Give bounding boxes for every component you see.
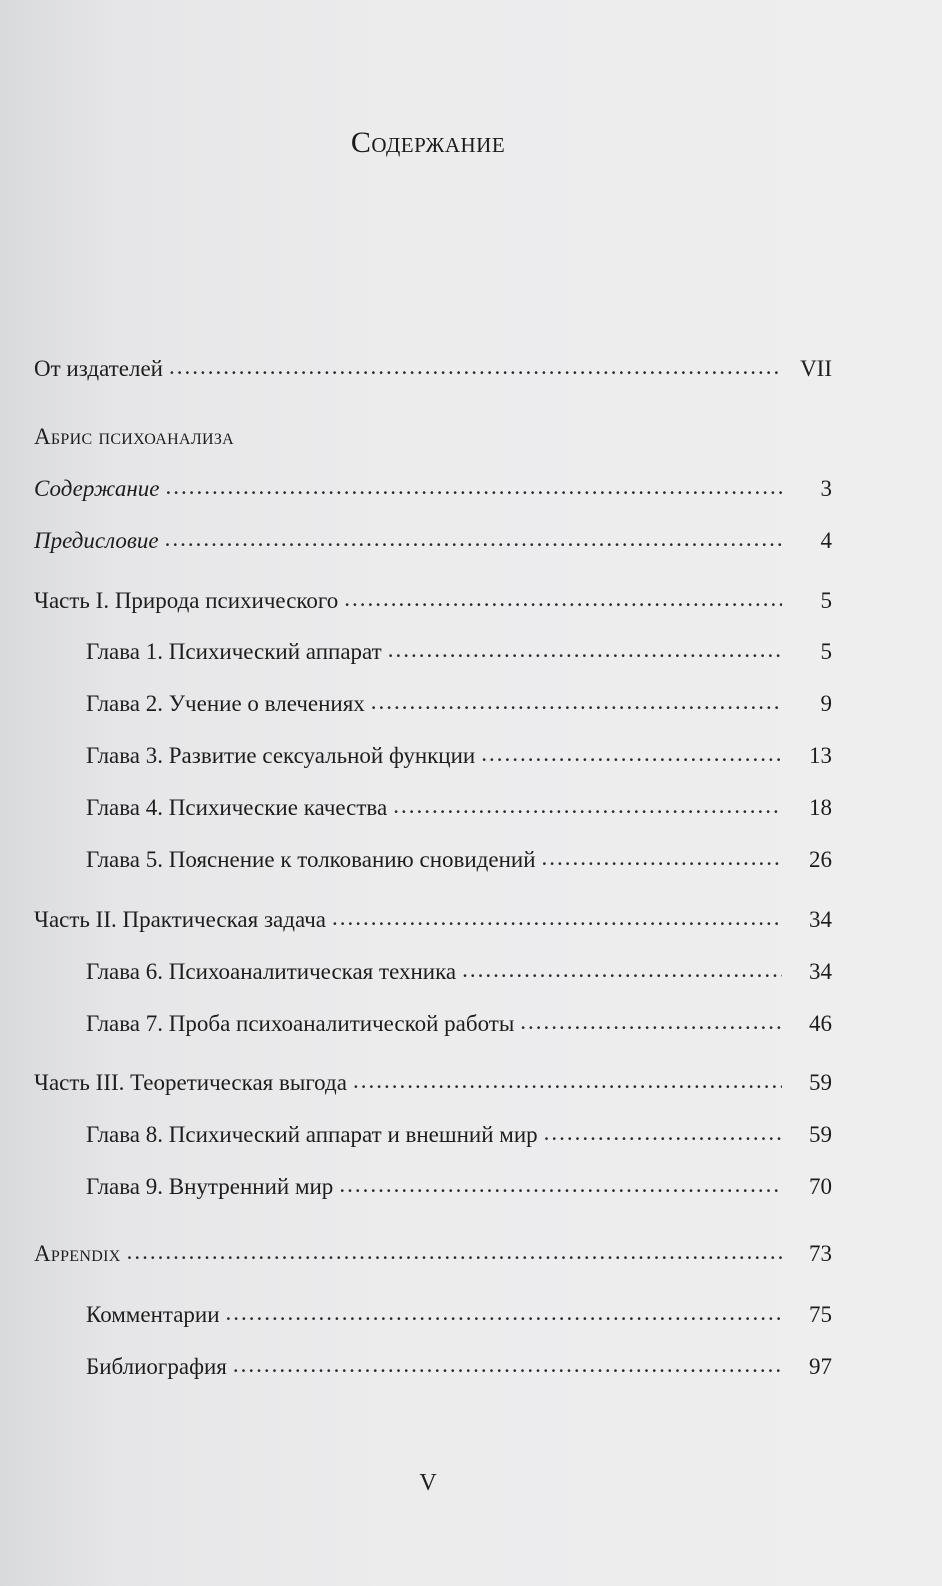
toc-entry-label: Глава 2. Учение о влечениях [86,691,365,716]
toc-entry-chapter-3[interactable] [86,739,832,773]
toc-entry-label: Библиография [86,1354,227,1379]
toc-entry-label: Глава 9. Внутренний мир [86,1174,334,1199]
toc-entry-contents[interactable] [34,472,832,506]
toc-entry-label: Глава 7. Проба психоаналитической работы [86,1011,515,1036]
toc-entry-chapter-4[interactable] [86,791,832,825]
toc-leader-dots [339,1168,782,1202]
toc-leader-dots [127,1235,782,1269]
toc-entry-page: 34 [809,959,832,984]
toc-entry-page: 4 [820,528,832,553]
toc-entry-page: 3 [820,476,832,501]
toc-leader-dots [233,1348,782,1382]
toc-leader-dots [353,1064,782,1098]
toc-entry-label: Часть III. Теоретическая выгода [34,1070,347,1095]
toc-entry-chapter-5[interactable] [86,843,832,877]
toc-leader-dots [344,582,782,616]
toc-entry-page: 46 [809,1011,832,1036]
toc-entry-publishers-note[interactable] [34,352,832,386]
toc-leader-dots [544,1116,782,1150]
toc-entry-page: 75 [809,1302,832,1327]
toc-entry-chapter-6[interactable] [86,955,832,989]
toc-entry-page: 59 [809,1070,832,1095]
toc-leader-dots [393,789,782,823]
toc-entry-label: Appendix [34,1241,121,1266]
toc-entry-label: Глава 8. Психический аппарат и внешний мир [86,1122,538,1147]
toc-entry-preface[interactable] [34,524,832,558]
toc-entry-label: Глава 5. Пояснение к толкованию сновидений [86,847,536,872]
toc-entry-label: Глава 3. Развитие сексуальной функции [86,743,476,768]
toc-leader-dots [371,685,782,719]
toc-entry-page: 9 [820,691,832,716]
toc-leader-dots [165,470,782,504]
toc-entry-bibliography[interactable] [86,1350,832,1384]
toc-entry-page: 5 [820,588,832,613]
toc-entry-label: Глава 4. Психические качества [86,795,388,820]
toc-entry-label: Часть II. Практическая задача [34,907,327,932]
toc-entry-part-1[interactable] [34,584,832,618]
toc-entry-label: От издателей [34,356,163,381]
toc-entry-chapter-7[interactable] [86,1007,832,1041]
toc-entry-chapter-1[interactable] [86,635,832,669]
toc-leader-dots [388,633,782,667]
toc-entry-appendix[interactable] [34,1237,832,1271]
toc-entry-label: Содержание [34,476,160,501]
toc-entry-page: 26 [809,847,832,872]
toc-leader-dots [169,350,782,384]
toc-leader-dots [462,953,782,987]
toc-entry-page: 5 [820,639,832,664]
toc-entry-commentary[interactable] [86,1298,832,1332]
toc-entry-chapter-2[interactable] [86,687,832,721]
toc-entry-chapter-8[interactable] [86,1118,832,1152]
page-number-folio: V [419,1470,437,1496]
toc-entry-page: VII [800,356,832,381]
toc-entry-chapter-9[interactable] [86,1170,832,1204]
toc-entry-page: 70 [809,1174,832,1199]
toc-entry-label: Комментарии [86,1302,220,1327]
page-title: Содержание [350,126,506,159]
toc-entry-page: 73 [809,1241,832,1266]
toc-entry-page: 18 [809,795,832,820]
toc-entry-page: 13 [809,743,832,768]
toc-entry-part-3[interactable] [34,1066,832,1100]
toc-entry-page: 34 [809,907,832,932]
toc-entry-label: Глава 6. Психоаналитическая техника [86,959,457,984]
toc-leader-dots [481,737,782,771]
toc-leader-dots [226,1296,782,1330]
toc-entry-label: Часть I. Природа психического [34,588,339,613]
toc-leader-dots [165,522,782,556]
toc-leader-dots [520,1005,782,1039]
toc-leader-dots [542,841,782,875]
toc-entry-label: Предисловие [34,528,159,553]
toc-entry-page: 59 [809,1122,832,1147]
toc-entry-part-2[interactable] [34,903,832,937]
section-heading: Абрис психоанализа [34,424,234,449]
toc-leader-dots [332,901,782,935]
toc-entry-page: 97 [809,1354,832,1379]
toc-entry-label: Глава 1. Психический аппарат [86,639,382,664]
